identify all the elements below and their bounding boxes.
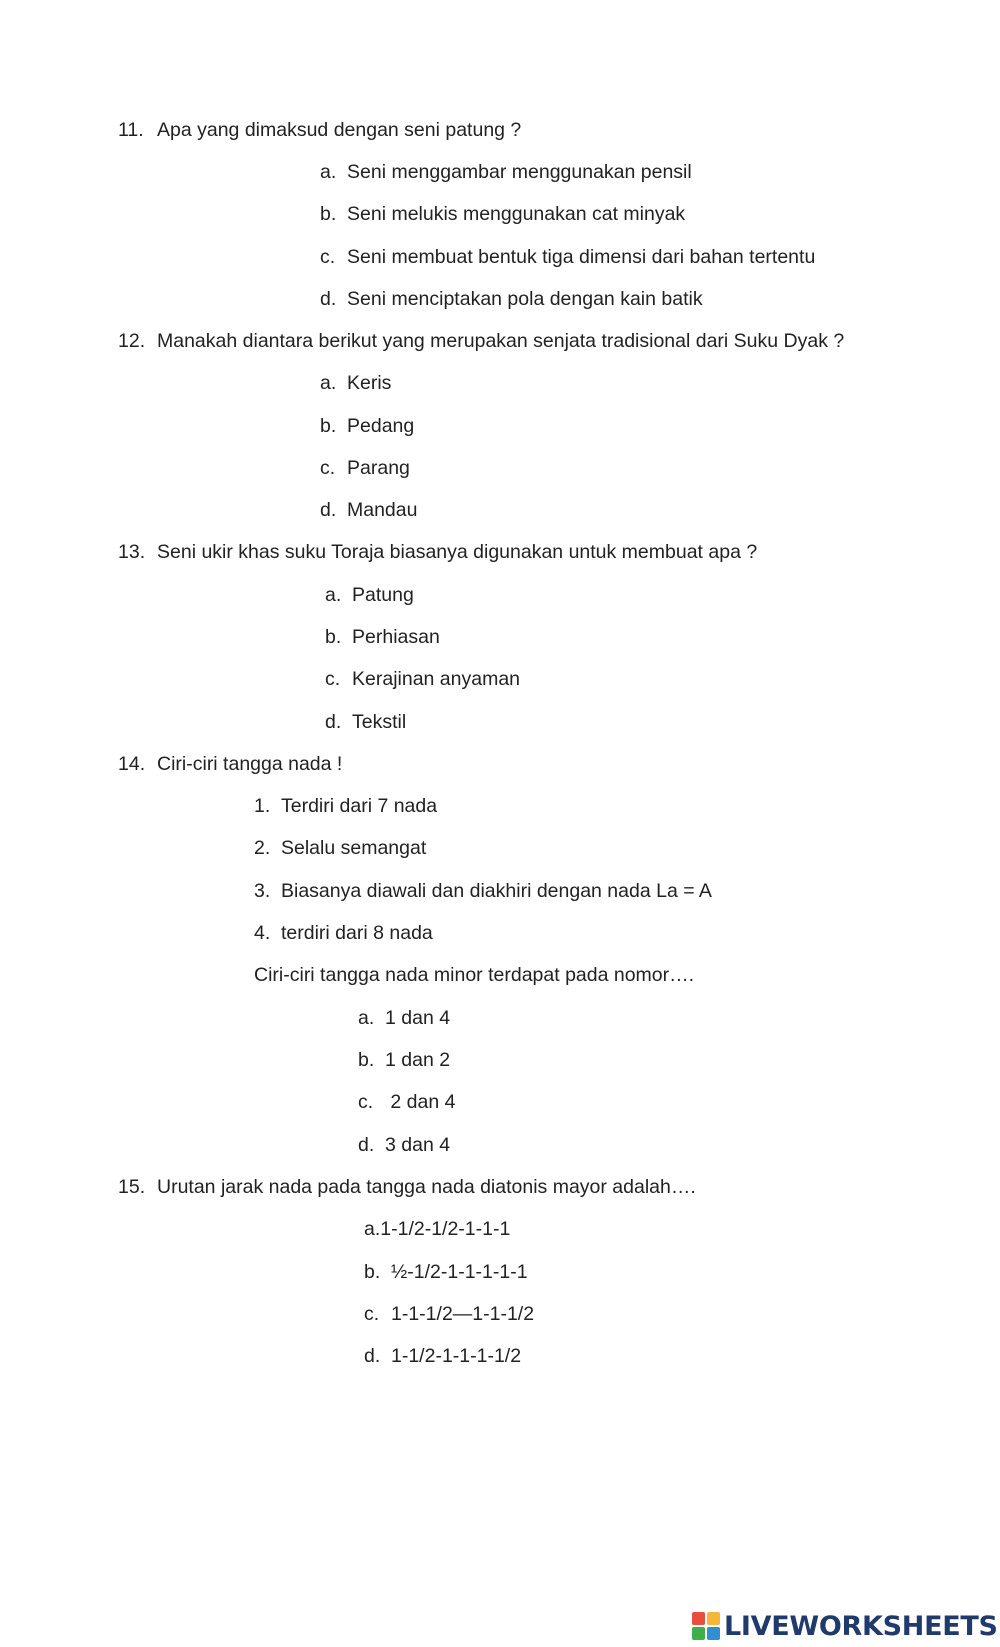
option-text: Keris <box>347 372 392 394</box>
option-12b <box>320 414 414 438</box>
statement-number: 4. <box>254 922 271 944</box>
question-text: Urutan jarak nada pada tangga nada diatonis mayor adalah…. <box>157 1176 696 1198</box>
option-letter: d. <box>364 1345 381 1367</box>
liveworksheets-logo-icon <box>692 1612 720 1640</box>
option-letter: b. <box>320 415 337 437</box>
option-text: a.1-1/2-1/2-1-1-1 <box>364 1218 511 1240</box>
option-letter: d. <box>325 711 342 733</box>
option-letter: b. <box>364 1261 381 1283</box>
option-15a <box>364 1217 510 1241</box>
statement-text: Selalu semangat <box>281 837 427 859</box>
question-14-prompt: Ciri-ciri tangga nada minor terdapat pada nomor…. <box>254 964 695 986</box>
option-text: Seni melukis menggunakan cat minyak <box>347 203 686 225</box>
question-number: 15. <box>118 1176 146 1198</box>
option-15c <box>364 1302 534 1326</box>
brand-name: LIVEWORKSHEETS <box>724 1610 998 1642</box>
option-13d <box>325 710 406 734</box>
option-text: Perhiasan <box>352 626 440 648</box>
option-text: Seni membuat bentuk tiga dimensi dari bahan tertentu <box>347 246 816 268</box>
option-13b <box>325 625 440 649</box>
option-letter: c. <box>320 457 336 479</box>
question-text: Ciri-ciri tangga nada ! <box>157 753 343 775</box>
option-text: Mandau <box>347 499 418 521</box>
option-15b <box>364 1260 528 1284</box>
statement-3 <box>254 879 712 903</box>
statement-number: 2. <box>254 837 271 859</box>
option-text: 2 dan 4 <box>385 1091 456 1113</box>
option-text: Pedang <box>347 415 415 437</box>
option-11d <box>320 287 703 311</box>
option-text: 1 dan 4 <box>385 1007 451 1029</box>
statement-number: 3. <box>254 880 271 902</box>
option-14b <box>358 1048 450 1072</box>
statement-2 <box>254 836 426 860</box>
option-letter: c. <box>320 246 336 268</box>
option-11b <box>320 202 685 226</box>
option-letter: d. <box>320 499 337 521</box>
option-text: Kerajinan anyaman <box>352 668 521 690</box>
statement-1 <box>254 794 437 818</box>
option-letter: b. <box>325 626 342 648</box>
option-12a <box>320 371 391 395</box>
option-letter: c. <box>364 1303 380 1325</box>
option-text: Parang <box>347 457 410 479</box>
option-text: Patung <box>352 584 414 606</box>
option-text: ½-1/2-1-1-1-1-1 <box>391 1261 528 1283</box>
question-13 <box>118 540 757 564</box>
option-text: Seni menciptakan pola dengan kain batik <box>347 288 703 310</box>
question-text: Manakah diantara berikut yang merupakan senjata tradisional dari Suku Dyak ? <box>157 330 845 352</box>
option-text: Seni menggambar menggunakan pensil <box>347 161 692 183</box>
question-number: 11. <box>118 119 144 141</box>
option-11c <box>320 245 815 269</box>
question-number: 12. <box>118 330 146 352</box>
option-letter: a. <box>358 1007 375 1029</box>
option-letter: a. <box>325 584 342 606</box>
option-letter: a. <box>320 372 337 394</box>
statement-text: terdiri dari 8 nada <box>281 922 433 944</box>
question-14 <box>118 752 342 776</box>
statement-number: 1. <box>254 795 271 817</box>
question-11 <box>118 118 521 142</box>
option-12d <box>320 498 417 522</box>
question-text: Apa yang dimaksud dengan seni patung ? <box>157 119 522 141</box>
option-text: Tekstil <box>352 711 407 733</box>
option-11a <box>320 160 692 184</box>
option-12c <box>320 456 410 480</box>
option-14c <box>358 1090 455 1114</box>
question-text: Seni ukir khas suku Toraja biasanya digunakan untuk membuat apa ? <box>157 541 758 563</box>
option-13a <box>325 583 414 607</box>
statement-text: Terdiri dari 7 nada <box>281 795 438 817</box>
option-13c <box>325 667 520 691</box>
question-15 <box>118 1175 696 1199</box>
option-letter: c. <box>358 1091 374 1113</box>
option-letter: d. <box>320 288 337 310</box>
option-letter: a. <box>320 161 337 183</box>
question-number: 13. <box>118 541 146 563</box>
liveworksheets-logo[interactable] <box>692 1608 998 1644</box>
option-letter: c. <box>325 668 341 690</box>
option-text: 1-1-1/2—1-1-1/2 <box>391 1303 535 1325</box>
option-letter: b. <box>358 1049 375 1071</box>
option-letter: b. <box>320 203 337 225</box>
option-text: 3 dan 4 <box>385 1134 451 1156</box>
option-14d <box>358 1133 450 1157</box>
option-text: 1-1/2-1-1-1-1/2 <box>391 1345 522 1367</box>
statement-4 <box>254 921 433 945</box>
option-letter: d. <box>358 1134 375 1156</box>
question-number: 14. <box>118 753 146 775</box>
statement-text: Biasanya diawali dan diakhiri dengan nada La = A <box>281 880 712 902</box>
option-14a <box>358 1006 450 1030</box>
option-15d <box>364 1344 521 1368</box>
option-text: 1 dan 2 <box>385 1049 451 1071</box>
question-12 <box>118 329 844 353</box>
